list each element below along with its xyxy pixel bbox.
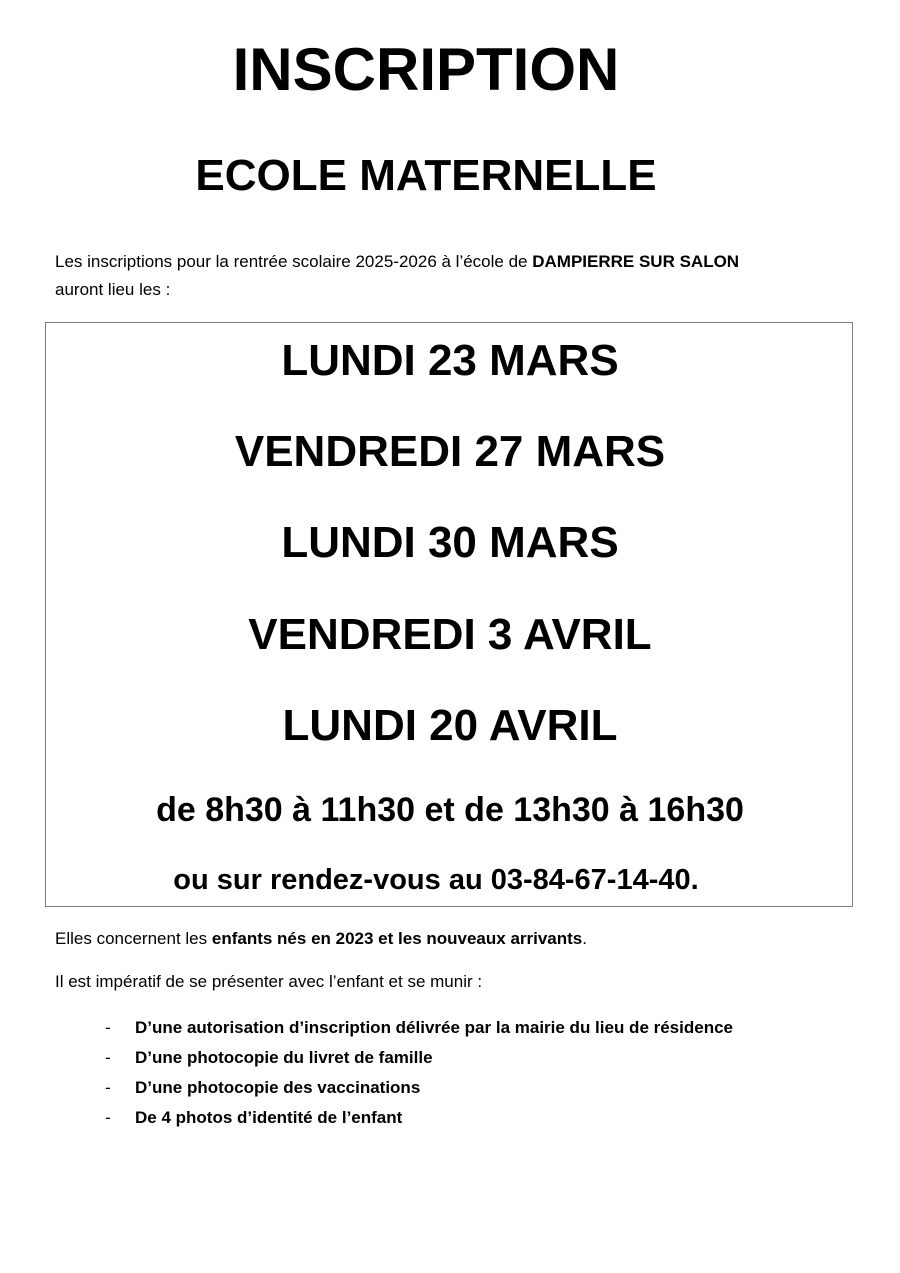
list-dash: - [105,1108,111,1127]
list-dash: - [105,1048,111,1067]
list-dash: - [105,1018,111,1037]
school-name: DAMPIERRE SUR SALON [532,252,740,271]
list-item [105,1076,865,1106]
date-line-5: LUNDI 20 AVRIL [282,701,618,750]
list-item-text: D’une autorisation d’inscription délivrée par la mairie du lieu de résidence [135,1018,733,1037]
concerned-end: . [582,929,587,948]
opening-hours: de 8h30 à 11h30 et de 13h30 à 16h30 [156,791,744,829]
list-item-text: D’une photocopie du livret de famille [135,1048,433,1067]
page-subtitle: ECOLE MATERNELLE [195,151,657,200]
concerned-highlight: enfants nés en 2023 et les nouveaux arrivants [211,929,583,948]
page-title: INSCRIPTION [232,36,620,103]
concerned-paragraph [55,927,855,951]
requirement-intro: Il est impératif de se présenter avec l’enfant et se munir : [55,972,483,991]
intro-line2: auront lieu les : [55,280,171,299]
dates-box [45,322,853,907]
list-item-text: D’une photocopie des vaccinations [135,1078,421,1097]
date-line-4: VENDREDI 3 AVRIL [248,610,652,659]
intro-paragraph [55,248,845,304]
date-line-3: LUNDI 30 MARS [281,518,619,567]
date-line-2: VENDREDI 27 MARS [234,427,666,476]
appointment-phone: ou sur rendez-vous au 03-84-67-14-40. [173,864,699,896]
list-item [105,1046,865,1076]
requirements-list [105,1016,865,1136]
list-item-text: De 4 photos d’identité de l’enfant [135,1108,403,1127]
list-dash: - [105,1078,111,1097]
concerned-text: Elles concernent les [55,929,212,948]
date-line-1: LUNDI 23 MARS [281,336,619,385]
intro-text: Les inscriptions pour la rentrée scolaire 2025-2026 à l’école de [55,252,533,271]
list-item [105,1106,865,1136]
list-item [105,1016,865,1046]
